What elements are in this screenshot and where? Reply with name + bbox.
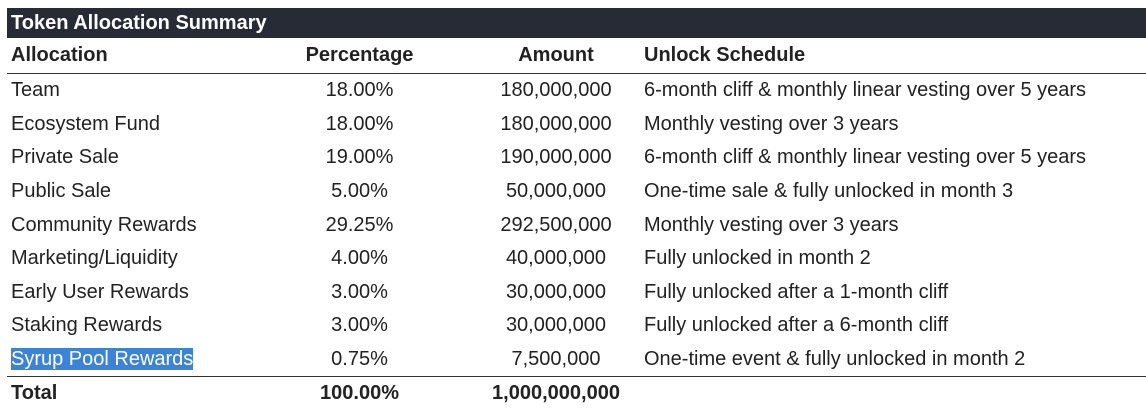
amount-cell[interactable]: 40,000,000: [505, 247, 607, 270]
allocation-table: [7, 38, 1146, 410]
schedule-cell[interactable]: Fully unlocked in month 2: [644, 247, 871, 270]
allocation-cell[interactable]: Private Sale: [11, 146, 119, 169]
schedule-cell[interactable]: Fully unlocked after a 1-month cliff: [644, 280, 949, 303]
schedule-cell[interactable]: Fully unlocked after a 6-month cliff: [644, 314, 949, 337]
amount-cell[interactable]: 190,000,000: [500, 146, 612, 169]
amount-cell[interactable]: 30,000,000: [505, 280, 607, 303]
amount-cell[interactable]: 180,000,000: [500, 112, 612, 135]
header-unlock-schedule: Unlock Schedule: [634, 38, 1146, 74]
percentage-cell[interactable]: 3.00%: [331, 280, 388, 303]
allocation-cell[interactable]: Ecosystem Fund: [11, 112, 160, 135]
percentage-cell[interactable]: 5.00%: [331, 180, 388, 203]
percentage-cell[interactable]: 29.25%: [325, 213, 394, 236]
allocation-cell[interactable]: [7, 343, 241, 377]
selected-text-highlight[interactable]: Syrup Pool Rewards: [11, 348, 194, 371]
table-row[interactable]: [7, 74, 1146, 108]
total-label: Total: [7, 377, 241, 411]
token-allocation-summary: [7, 8, 1146, 410]
schedule-cell[interactable]: 6-month cliff & monthly linear vesting over 5 years: [644, 79, 1087, 102]
table-row[interactable]: [7, 175, 1146, 209]
header-row: [7, 38, 1146, 74]
table-title: Token Allocation Summary: [7, 8, 1146, 38]
table-row[interactable]: [7, 208, 1146, 242]
amount-cell[interactable]: 292,500,000: [500, 213, 612, 236]
total-percentage: 100.00%: [241, 377, 478, 411]
schedule-cell[interactable]: Monthly vesting over 3 years: [644, 112, 899, 135]
allocation-cell[interactable]: Marketing/Liquidity: [11, 247, 178, 270]
schedule-cell[interactable]: Monthly vesting over 3 years: [644, 213, 899, 236]
percentage-cell[interactable]: 19.00%: [325, 146, 394, 169]
total-row: [7, 377, 1146, 411]
allocation-cell[interactable]: Public Sale: [11, 180, 112, 203]
percentage-cell[interactable]: 3.00%: [331, 314, 388, 337]
amount-cell[interactable]: 7,500,000: [511, 348, 601, 371]
allocation-cell[interactable]: Early User Rewards: [11, 280, 189, 303]
table-row[interactable]: [7, 309, 1146, 343]
total-amount: 1,000,000,000: [478, 377, 634, 411]
amount-cell[interactable]: 180,000,000: [500, 79, 612, 102]
table-row[interactable]: [7, 276, 1146, 310]
percentage-cell[interactable]: 18.00%: [325, 79, 394, 102]
percentage-cell[interactable]: 4.00%: [331, 247, 388, 270]
allocation-cell[interactable]: Community Rewards: [11, 213, 197, 236]
table-row[interactable]: [7, 343, 1146, 377]
header-percentage: Percentage: [241, 38, 478, 74]
schedule-cell[interactable]: 6-month cliff & monthly linear vesting over 5 years: [644, 146, 1087, 169]
table-row[interactable]: [7, 242, 1146, 276]
percentage-cell[interactable]: 0.75%: [331, 348, 388, 371]
allocation-cell[interactable]: Staking Rewards: [11, 314, 163, 337]
header-allocation: Allocation: [7, 38, 241, 74]
allocation-cell[interactable]: Team: [11, 79, 60, 102]
amount-cell[interactable]: 30,000,000: [505, 314, 607, 337]
table-row[interactable]: [7, 141, 1146, 175]
total-empty-cell: [634, 377, 1146, 411]
table-row[interactable]: [7, 108, 1146, 142]
percentage-cell[interactable]: 18.00%: [325, 112, 394, 135]
amount-cell[interactable]: 50,000,000: [505, 180, 607, 203]
header-amount: Amount: [478, 38, 634, 74]
schedule-cell[interactable]: One-time event & fully unlocked in month 2: [644, 348, 1026, 371]
schedule-cell[interactable]: One-time sale & fully unlocked in month 3: [644, 180, 1014, 203]
